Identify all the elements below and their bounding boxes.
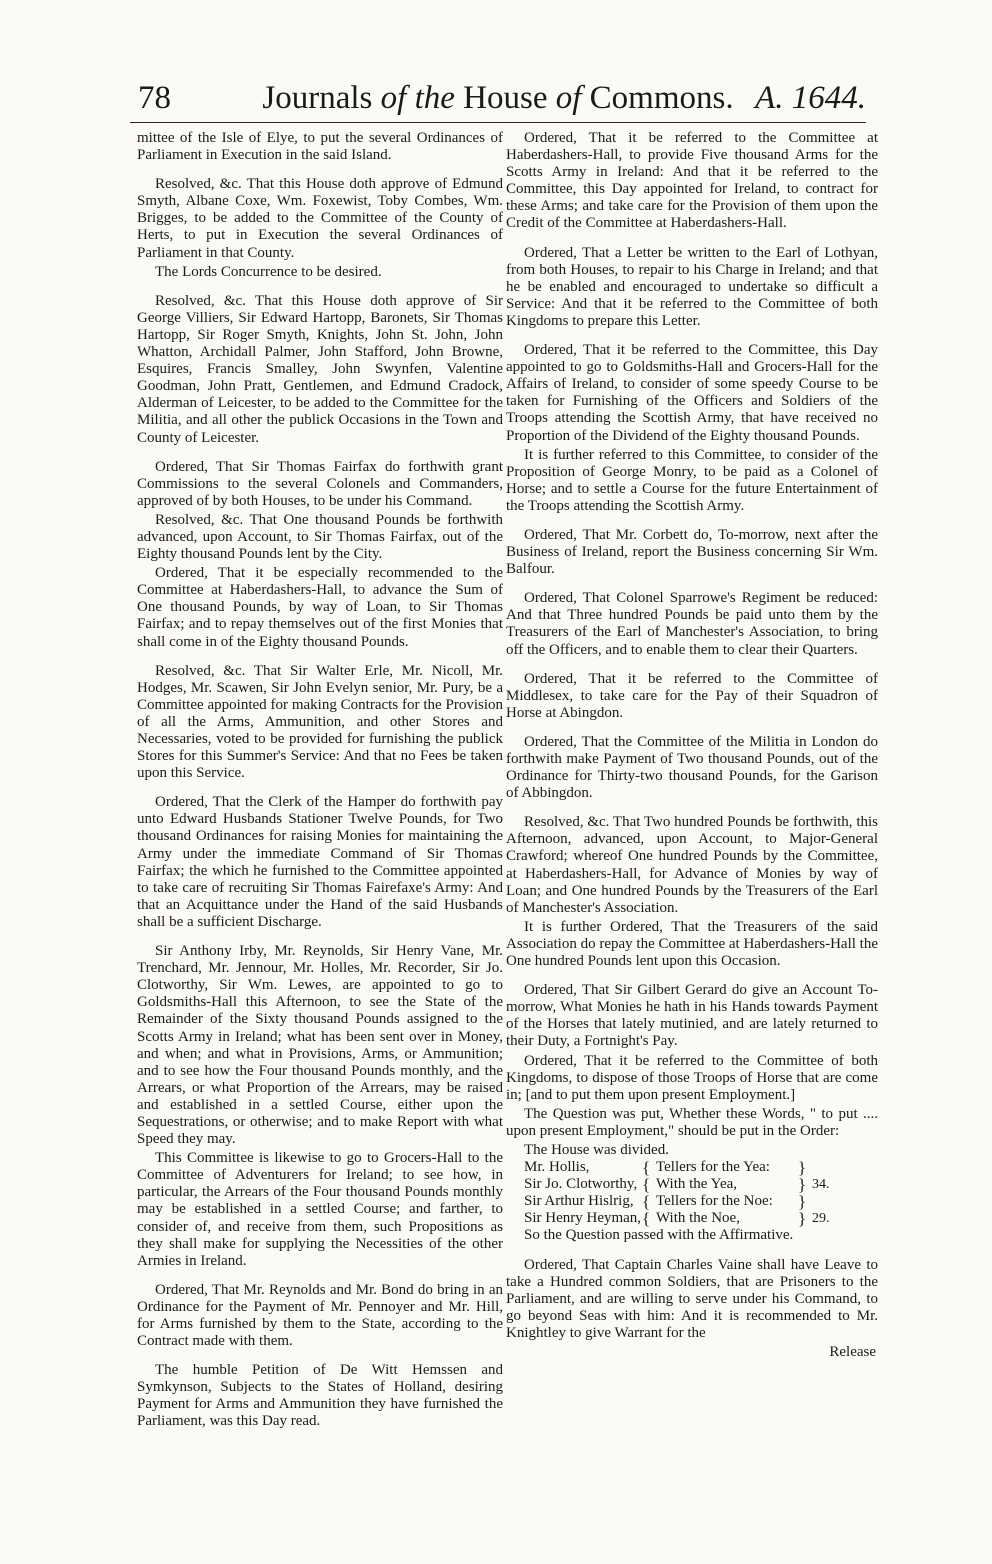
division-row: [506, 1176, 878, 1193]
entry-paragraph: Ordered, That Mr. Reynolds and Mr. Bond do bring in an Ordinance for the Payment of Mr. Pennoyer and Mr. Hill, for Arms furnished by them to the State, according to the Contract made with them.: [137, 1281, 503, 1350]
entry-paragraph: Ordered, That it be referred to the Committee at Haberdashers-Hall, to provide Five thousand Arms for the Scotts Army in Ireland: And that it be referred to the Committee, this Day appointed for Ireland, to contract for these Arms; and take care for the Provision of them upon the Credit of the Committee at Haberdashers-Hall.: [506, 130, 878, 232]
entry-paragraph: Resolved, &c. That One thousand Pounds be forthwith advanced, upon Account, to Sir Thomas Fairfax, out of the Eighty thousand Pounds lent by the City.: [137, 511, 503, 563]
entry-paragraph: Resolved, &c. That Two hundred Pounds be forthwith, this Afternoon, advanced, upon Account, to Major-General Crawford; whereof One hundred Pounds by the Committee, at Haberdashers-Hall, for Advance of Monies by way of Loan; and One hundred Pounds by the Treasurers of the Earl of Manchester's Association.: [506, 814, 878, 916]
entry-paragraph: Ordered, That Sir Gilbert Gerard do give an Account To-morrow, What Monies he hath in his Hands towards Payment of the Horses that lately mutinied, and are lately returned to their Duty, a Fortnight's Pay.: [506, 982, 878, 1050]
division-result: So the Question passed with the Affirmative.: [524, 1227, 794, 1244]
title-of: of: [555, 80, 582, 116]
entry-paragraph: The humble Petition of De Witt Hemssen and Symkynson, Subjects to the States of Holland, desiring Payment for Arms and Ammunition they have furnished the Parliament, was this Day read.: [137, 1362, 503, 1430]
entry-paragraph: Ordered, That it be especially recommended to the Committee at Haberdashers-Hall, to advance the Sum of One thousand Pounds, by way of Loan, to Sir Thomas Fairfax; and to repay themselves out of the first Monies that shall come in of the Eighty thousand Pounds.: [137, 565, 503, 650]
brace-mark: }: [798, 1192, 807, 1212]
entry-paragraph: Ordered, That it be referred to the Committee, this Day appointed to go to Goldsmiths-Hall and Grocers-Hall for the Affairs of Ireland, to consider of some speedy Course to be taken for Furnishing of the Officers and Soldiers of the Troops attending the Scottish Army, that have received no Proportion of the Dividend of the Eighty thousand Pounds.: [506, 342, 878, 444]
division-record: [506, 1142, 878, 1245]
brace-mark: {: [642, 1158, 651, 1178]
catchword: Release: [829, 1344, 876, 1360]
entry-paragraph: It is further Ordered, That the Treasurers of the said Association do repay the Committee at Haberdashers-Hall the One hundred Pounds lent upon this Occasion.: [506, 918, 878, 970]
division-row: [506, 1210, 878, 1227]
entry-paragraph: Ordered, That the Committee of the Militia in London do forthwith make Payment of Two thousand Pounds, out of the Ordinance for Thirty-two thousand Pounds, for the Garison of Abbingdon.: [506, 733, 878, 802]
teller-role: With the Noe,: [656, 1210, 740, 1227]
title-of-the: of the: [380, 80, 455, 116]
teller-name: Sir Arthur Hislrig,: [524, 1193, 634, 1210]
division-intro: The House was divided.: [524, 1141, 669, 1158]
division-row: [506, 1159, 878, 1176]
entry-paragraph: mittee of the Isle of Elye, to put the several Ordinances of Parliament in Execution in the said Island.: [137, 130, 503, 164]
brace-mark: }: [798, 1158, 807, 1178]
entry-paragraph: Resolved, &c. That this House doth approve of Sir George Villiers, Sir Edward Hartopp, Baronets, Sir Thomas Hartopp, Sir Roger Smyth, Knights, John St. John, John Whatton, Archidall Palmer, John Stafford, John Browne, Esquires, Francis Smalley, John Swynfen, Valentine Goodman, John Pratt, Gentlemen, and Edmund Cradock, Alderman of Leicester, to be added to the Committee for the Militia, and all other the publick Occasions in the Town and County of Leicester.: [137, 292, 503, 446]
noe-count: 29.: [812, 1211, 830, 1227]
entry-paragraph: Sir Anthony Irby, Mr. Reynolds, Sir Henry Vane, Mr. Trenchard, Mr. Jennour, Mr. Holles, Mr. Recorder, Sir Jo. Clotworthy, Sir Wm. Lewes, are appointed to go to Goldsmiths-Hall this Afternoon, to see the State of the Remainder of the Sixty thousand Pounds assigned to the Scotts Army in Ireland; what has been sent over in Money, and when; and what in Provisions, Arms, or Ammunition; and to see how the Four thousand Pounds monthly, and the Arrears, or what Proportion of the Arrears, may be raised and established in a settled Course, either upon the Sequestrations, or otherwise; and to make Report with what Speed they may.: [137, 943, 503, 1148]
division-row: [506, 1193, 878, 1210]
yea-count: 34.: [812, 1177, 830, 1193]
page-number: 78: [138, 80, 171, 116]
brace-mark: }: [798, 1209, 807, 1229]
entry-paragraph: Resolved, &c. That Sir Walter Erle, Mr. Nicoll, Mr. Hodges, Mr. Scawen, Sir John Evelyn senior, Mr. Pury, be a Committee appointed for making Contracts for the Provision of all the Arms, Ammunition, and other Stores and Necessaries, voted to be provided for furnishing the publick Stores for this Summer's Service: And that no Fees be taken upon this Service.: [137, 662, 503, 782]
brace-mark: {: [642, 1175, 651, 1195]
title-house: House: [454, 80, 556, 116]
brace-mark: {: [642, 1209, 651, 1229]
entry-paragraph: The Lords Concurrence to be desired.: [155, 263, 382, 280]
entry-paragraph: Ordered, That it be referred to the Committee of Middlesex, to take care for the Pay of their Squadron of Horse at Abingdon.: [506, 670, 878, 721]
entry-paragraph: Resolved, &c. That this House doth approve of Edmund Smyth, Albane Coxe, Wm. Foxewist, Toby Combes, Wm. Brigges, to be added to the Committee of the County of Herts, to put in Execution the several Ordinances of Parliament in that County.: [137, 176, 503, 261]
brace-mark: }: [798, 1175, 807, 1195]
title-journals: Journals: [262, 80, 381, 116]
entry-paragraph: Ordered, That a Letter be written to the Earl of Lothyan, from both Houses, to repair to his Charge in Ireland; and that he be enabled and encouraged to undertake so difficult a Service: And that it be referred to the Committee of both Kingdoms to prepare this Letter.: [506, 244, 878, 329]
teller-role: Tellers for the Noe:: [656, 1193, 773, 1210]
entry-paragraph: Ordered, That Sir Thomas Fairfax do forthwith grant Commissions to the several Colonels and Commanders, approved of by both Houses, to be under his Command.: [137, 458, 503, 509]
left-column: [137, 130, 503, 1443]
entry-paragraph: Ordered, That the Clerk of the Hamper do forthwith pay unto Edward Husbands Stationer Twelve Pounds, for Two thousand Ordinances for raising Monies for maintaining the Army under the immediate Command of Sir Thomas Fairfax; the which he furnished to the Committee appointed to take care of recruiting Sir Thomas Fairefaxe's Army: And that an Acquittance under the Hand of the said Husbands shall be a sufficient Discharge.: [137, 794, 503, 930]
teller-name: Sir Jo. Clotworthy,: [524, 1176, 638, 1193]
entry-paragraph: Ordered, That Colonel Sparrowe's Regiment be reduced: And that Three hundred Pounds be paid unto them by the Treasurers of the Earl of Manchester's Association, to bring off the Officers, and to enable them to clear their Quarters.: [506, 590, 878, 658]
title-commons: Commons.: [581, 80, 734, 116]
entry-paragraph: This Committee is likewise to go to Grocers-Hall to the Committee of Adventurers for Ireland; to see how, in particular, the Arrears of the Four thousand Pounds monthly may be established in a settled Course; and farther, to consider of, and receive from them, such Propositions as they shall make for supplying the Necessities of the other Armies in Ireland.: [137, 1150, 503, 1269]
teller-name: Mr. Hollis,: [524, 1159, 590, 1176]
entry-paragraph: Ordered, That Mr. Corbett do, To-morrow, next after the Business of Ireland, report the Business concerning Sir Wm. Balfour.: [506, 526, 878, 578]
page-header: [130, 82, 866, 123]
entry-paragraph: The Question was put, Whether these Words, " to put .... upon present Employment," should be put in the Order:: [506, 1105, 878, 1139]
entry-paragraph: Ordered, That Captain Charles Vaine shall have Leave to take a Hundred common Soldiers, that are Prisoners to the Parliament, and are willing to serve under his Command, to go beyond Seas with him: And it is recommended to Mr. Knightley to give Warrant for the: [506, 1256, 878, 1341]
brace-mark: {: [642, 1192, 651, 1212]
entry-paragraph: It is further referred to this Committee, to consider of the Proposition of George Monry, to be paid as a Colonel of Horse; and to settle a Course for the future Entertainment of the Troops attending the Scottish Army.: [506, 446, 878, 514]
teller-role: With the Yea,: [656, 1176, 738, 1193]
teller-role: Tellers for the Yea:: [656, 1159, 770, 1176]
right-column: [506, 130, 878, 1361]
page-year: A. 1644.: [755, 80, 866, 116]
entry-paragraph: Ordered, That it be referred to the Committee of both Kingdoms, to dispose of those Troops of Horse that are come in; [and to put them upon present Employment.]: [506, 1052, 878, 1103]
teller-name: Sir Henry Heyman,: [524, 1210, 642, 1227]
